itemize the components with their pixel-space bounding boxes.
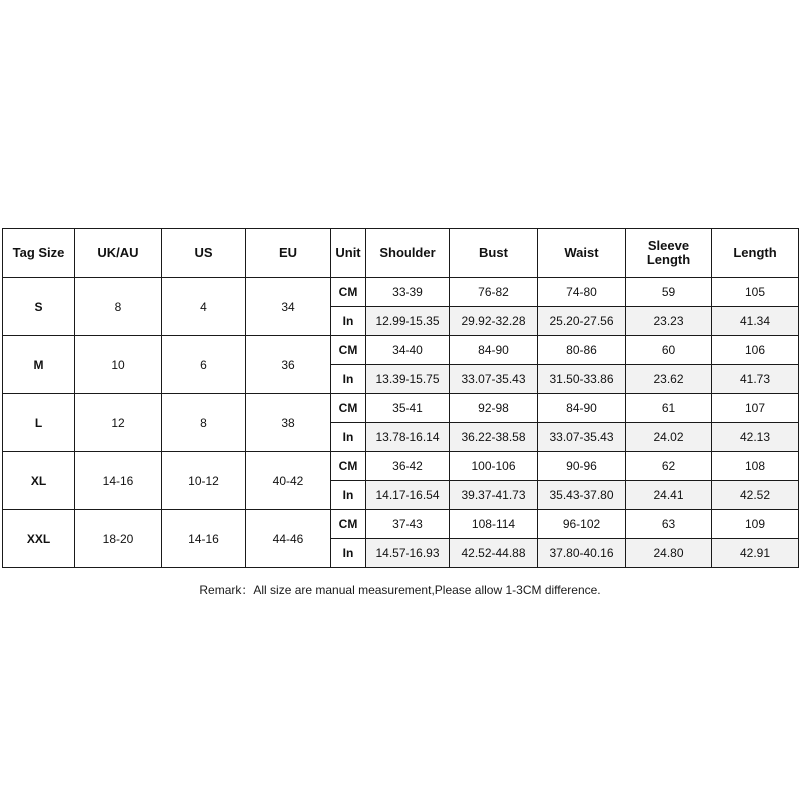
uk-au-cell: 12 [75,394,162,452]
sleeve-length-cell: 61 [626,394,712,423]
bust-cell: 108-114 [450,510,538,539]
tag-size-cell: L [3,394,75,452]
length-cell: 105 [712,278,799,307]
header-row [3,229,799,278]
remark-text: Remark：All size are manual measurement,Please allow 1-3CM difference. [199,583,601,597]
waist-cell: 33.07-35.43 [538,423,626,452]
eu-cell: 40-42 [246,452,331,510]
bust-cell: 29.92-32.28 [450,307,538,336]
shoulder-cell: 13.39-15.75 [366,365,450,394]
waist-cell: 74-80 [538,278,626,307]
shoulder-cell: 12.99-15.35 [366,307,450,336]
waist-cell: 80-86 [538,336,626,365]
shoulder-cell: 35-41 [366,394,450,423]
uk-au-cell: 8 [75,278,162,336]
bust-cell: 42.52-44.88 [450,539,538,568]
size-row-xxl-cm [3,510,799,539]
unit-cell: CM [331,510,366,539]
header-sleeve-length [626,229,712,278]
sleeve-length-cell: 59 [626,278,712,307]
us-cell: 4 [162,278,246,336]
sleeve-length-cell: 62 [626,452,712,481]
unit-cell: In [331,423,366,452]
unit-cell: CM [331,336,366,365]
us-cell: 14-16 [162,510,246,568]
length-cell: 42.13 [712,423,799,452]
waist-cell: 37.80-40.16 [538,539,626,568]
eu-cell: 38 [246,394,331,452]
length-cell: 106 [712,336,799,365]
eu-cell: 44-46 [246,510,331,568]
size-row-xl-cm [3,452,799,481]
bust-cell: 33.07-35.43 [450,365,538,394]
header-sleeve-line1: Sleeve [647,238,690,253]
shoulder-cell: 34-40 [366,336,450,365]
waist-cell: 84-90 [538,394,626,423]
unit-cell: In [331,481,366,510]
header-unit: Unit [331,229,366,278]
tag-size-cell: S [3,278,75,336]
shoulder-cell: 14.57-16.93 [366,539,450,568]
unit-cell: In [331,539,366,568]
shoulder-cell: 33-39 [366,278,450,307]
length-cell: 42.91 [712,539,799,568]
uk-au-cell: 10 [75,336,162,394]
eu-cell: 36 [246,336,331,394]
eu-cell: 34 [246,278,331,336]
sleeve-length-cell: 24.02 [626,423,712,452]
size-row-m-cm [3,336,799,365]
unit-cell: CM [331,278,366,307]
unit-cell: CM [331,394,366,423]
length-cell: 108 [712,452,799,481]
header-bust: Bust [450,229,538,278]
size-chart-table [2,228,799,568]
unit-cell: In [331,365,366,394]
sleeve-length-cell: 63 [626,510,712,539]
length-cell: 41.34 [712,307,799,336]
bust-cell: 76-82 [450,278,538,307]
uk-au-cell: 18-20 [75,510,162,568]
sleeve-length-cell: 24.80 [626,539,712,568]
tag-size-cell: XL [3,452,75,510]
header-length: Length [712,229,799,278]
bust-cell: 39.37-41.73 [450,481,538,510]
header-eu: EU [246,229,331,278]
size-row-s-cm [3,278,799,307]
tag-size-cell: M [3,336,75,394]
bust-cell: 100-106 [450,452,538,481]
sleeve-length-cell: 24.41 [626,481,712,510]
length-cell: 109 [712,510,799,539]
shoulder-cell: 37-43 [366,510,450,539]
us-cell: 8 [162,394,246,452]
header-sleeve-line2: Length [646,252,691,267]
waist-cell: 90-96 [538,452,626,481]
waist-cell: 35.43-37.80 [538,481,626,510]
unit-cell: CM [331,452,366,481]
shoulder-cell: 36-42 [366,452,450,481]
shoulder-cell: 13.78-16.14 [366,423,450,452]
sleeve-length-cell: 23.62 [626,365,712,394]
waist-cell: 31.50-33.86 [538,365,626,394]
us-cell: 10-12 [162,452,246,510]
length-cell: 42.52 [712,481,799,510]
us-cell: 6 [162,336,246,394]
header-tag-size: Tag Size [3,229,75,278]
size-row-l-cm [3,394,799,423]
unit-cell: In [331,307,366,336]
header-us: US [162,229,246,278]
bust-cell: 84-90 [450,336,538,365]
sleeve-length-cell: 60 [626,336,712,365]
bust-cell: 92-98 [450,394,538,423]
waist-cell: 25.20-27.56 [538,307,626,336]
shoulder-cell: 14.17-16.54 [366,481,450,510]
length-cell: 107 [712,394,799,423]
header-waist: Waist [538,229,626,278]
uk-au-cell: 14-16 [75,452,162,510]
header-uk-au: UK/AU [75,229,162,278]
bust-cell: 36.22-38.58 [450,423,538,452]
sleeve-length-cell: 23.23 [626,307,712,336]
length-cell: 41.73 [712,365,799,394]
tag-size-cell: XXL [3,510,75,568]
header-shoulder: Shoulder [366,229,450,278]
waist-cell: 96-102 [538,510,626,539]
